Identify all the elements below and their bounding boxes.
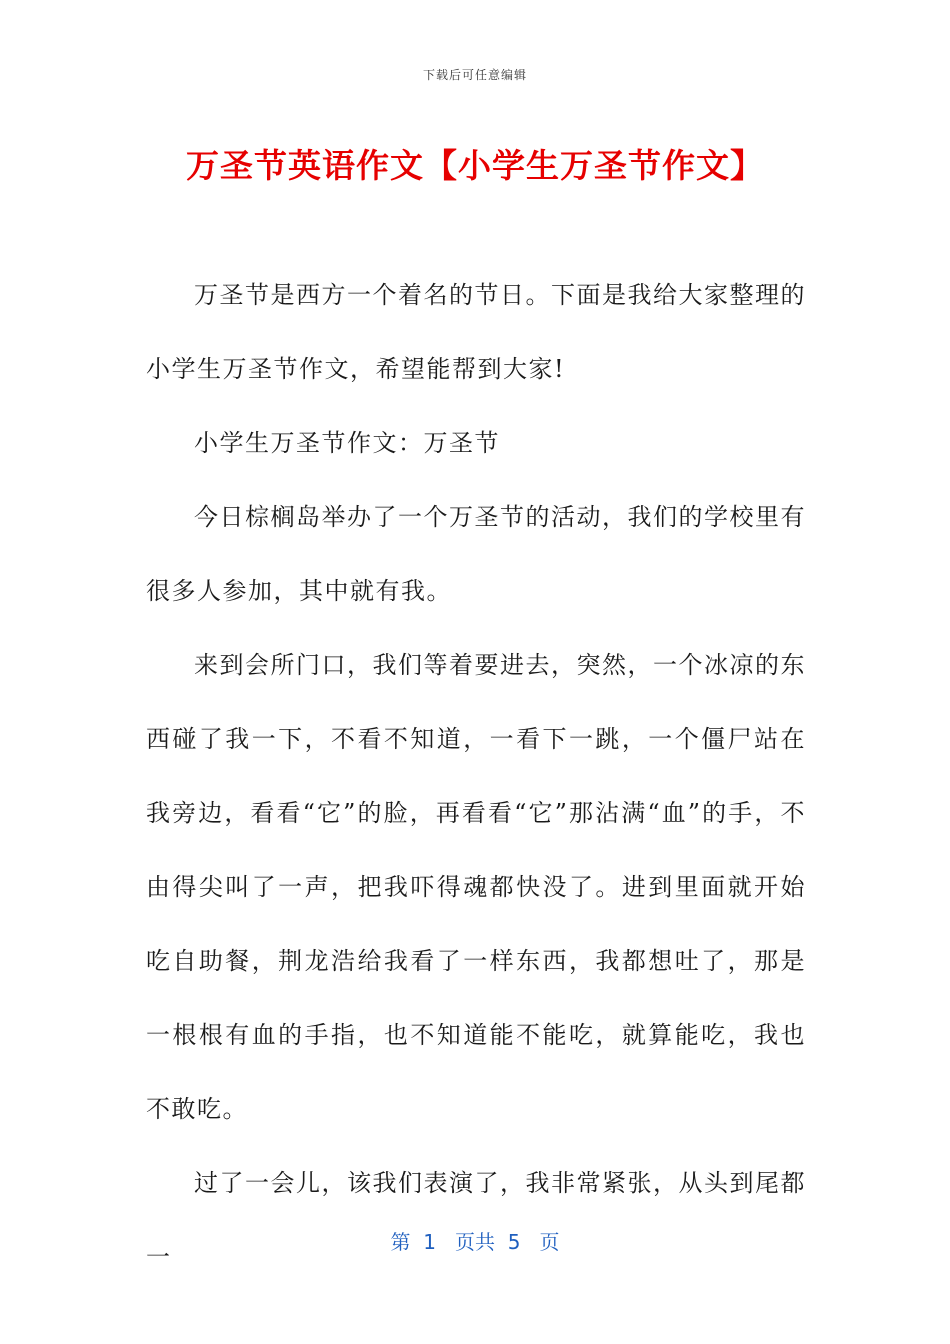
paragraph-body: 今日棕榈岛举办了一个万圣节的活动，我们的学校里有很多人参加，其中就有我。 [146, 503, 806, 605]
document-title: 万圣节英语作文【小学生万圣节作文】 [186, 146, 764, 185]
paragraph-body: 过了一会儿，该我们表演了，我非常紧张，从头到尾都一 [146, 1169, 806, 1271]
document-body [146, 258, 806, 1294]
paragraph-intro: 万圣节是西方一个着名的节日。下面是我给大家整理的小学生万圣节作文，希望能帮到大家! [146, 281, 806, 383]
header-note: 下载后可任意编辑 [422, 68, 527, 82]
paragraph-subtitle: 小学生万圣节作文：万圣节 [194, 429, 500, 457]
page-number-footer: 第 1 页共 5 页 [390, 1230, 560, 1254]
paragraph-body: 来到会所门口，我们等着要进去，突然，一个冰凉的东西碰了我一下，不看不知道，一看下一跳，一个僵尸站在我旁边，看看“它”的脸，再看看“它”那沾满“血”的手，不由得尖叫了一声，把我吓得魂都快没了。进到里面就开始吃自助餐，荆龙浩给我看了一样东西，我都想吐了，那是一根根有血的手指，也不知道能不能吃，就算能吃，我也不敢吃。 [146, 651, 806, 1123]
